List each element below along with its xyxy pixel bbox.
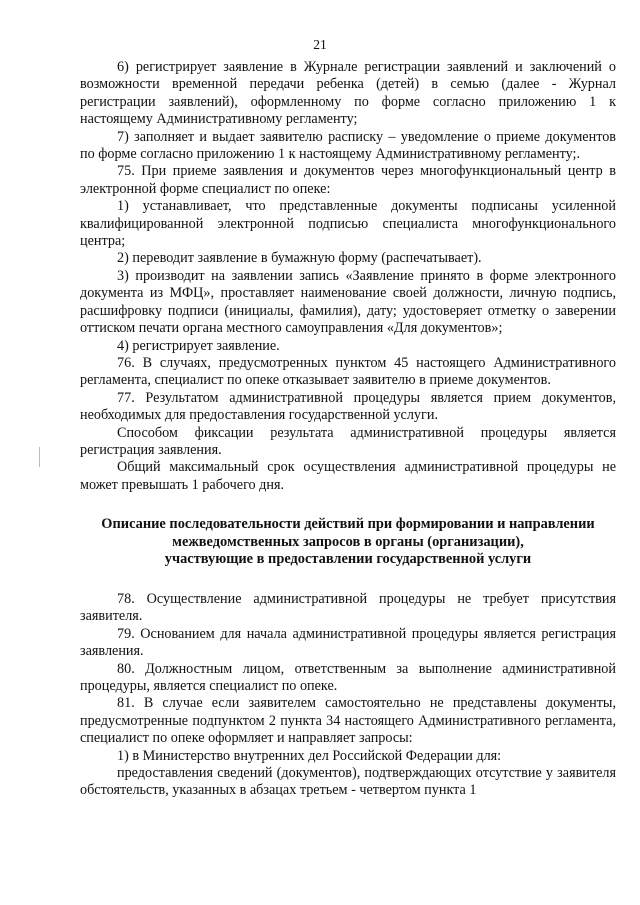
paragraph-item-6: 6) регистрирует заявление в Журнале регистрации заявлений и заключений о возможности временной передачи ребенка (детей) в семью (далее - Журнал регистрации заявлений), оформленному по форме согласно приложению 1 к настоящему Административному регламенту; — [80, 59, 616, 128]
page-number: 21 — [313, 37, 327, 52]
paragraph-78: 78. Осуществление административной процедуры не требует присутствия заявителя. — [80, 590, 616, 625]
section-heading-line-3: участвующие в предоставлении государственной услуги — [164, 551, 532, 568]
paragraph-75-item-4: 4) регистрирует заявление. — [117, 337, 280, 354]
paragraph-75-item-2: 2) переводит заявление в бумажную форму (распечатывает). — [117, 250, 482, 267]
paragraph-79: 79. Основанием для начала административной процедуры является регистрация заявления. — [80, 625, 616, 660]
paragraph-76: 76. В случаях, предусмотренных пунктом 45 настоящего Административного регламента, специалист по опеке отказывает заявителю в приеме документов. — [80, 354, 616, 389]
section-heading-line-2: межведомственных запросов в органы (организации), — [172, 533, 524, 550]
document-body — [80, 59, 616, 800]
paragraph-item-7: 7) заполняет и выдает заявителю расписку – уведомление о приеме документов по форме согласно приложению 1 к настоящему Административному регламенту;. — [80, 128, 616, 163]
paragraph-77: 77. Результатом административной процедуры является прием документов, необходимых для предоставления государственной услуги. — [80, 389, 616, 424]
paragraph-75-item-3: 3) производит на заявлении запись «Заявление принято в форме электронного документа из МФЦ», проставляет наименование своей должности, личную подпись, расшифровку подписи (инициалы, фамилия), дату; удостоверяет отметку о заверении оттиском печати органа местного самоуправления «Для документов»; — [80, 267, 616, 337]
paragraph-fixation: Способом фиксации результата административной процедуры является регистрация заявления. — [80, 424, 616, 458]
paragraph-81: 81. В случае если заявителем самостоятельно не представлены документы, предусмотренные подпунктом 2 пункта 34 настоящего Административного регламента, специалист по опеке оформляет и направляет запросы: — [80, 695, 616, 747]
section-heading — [80, 516, 616, 569]
paragraph-80: 80. Должностным лицом, ответственным за выполнение административной процедуры, является специалист по опеке. — [80, 660, 616, 694]
scan-edge-mark — [39, 447, 40, 467]
paragraph-81-item-1-text: предоставления сведений (документов), подтверждающих отсутствие у заявителя обстоятельств, указанных в абзацах третьем - четвертом пункта 1 — [80, 765, 616, 799]
paragraph-81-item-1: 1) в Министерство внутренних дел Российской Федерации для: — [117, 747, 502, 764]
paragraph-75-item-1: 1) устанавливает, что представленные документы подписаны усиленной квалифицированной электронной подписью специалиста многофункционального центра; — [80, 198, 616, 250]
paragraph-75: 75. При приеме заявления и документов через многофункциональный центр в электронной форме специалист по опеке: — [80, 163, 616, 197]
paragraph-max-term: Общий максимальный срок осуществления административной процедуры не может превышать 1 рабочего дня. — [80, 459, 616, 493]
section-heading-line-1: Описание последовательности действий при формировании и направлении — [101, 516, 595, 533]
